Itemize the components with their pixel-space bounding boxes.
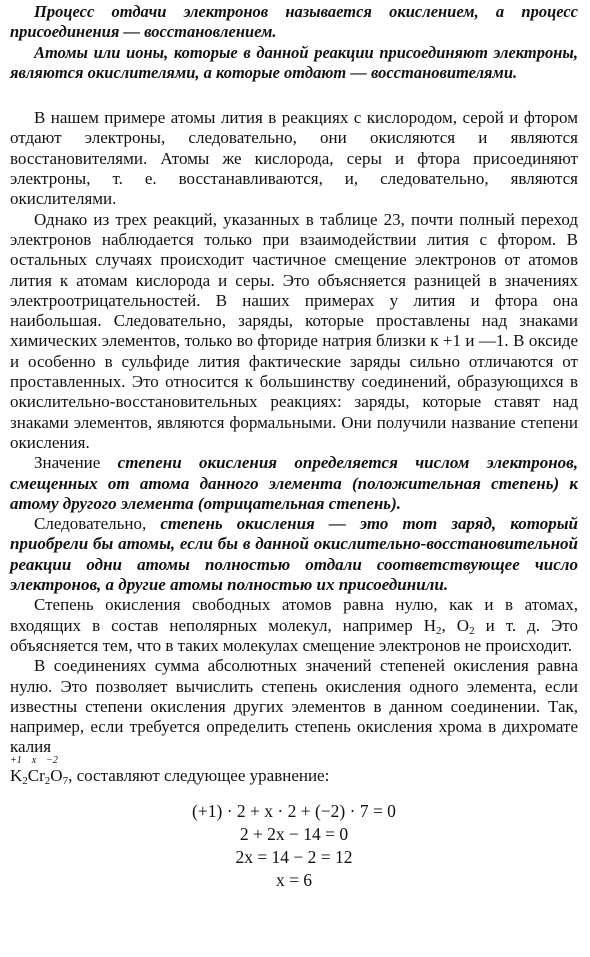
definition-oxidizer: Атомы или ионы, которые в данной реакции присоединяют электроны, являются окислителями, а которые отдают — восстановителями. <box>10 42 578 82</box>
formula-line: +1 x −2 $K_2Cr_2O_7$, составляют следующее уравнение: <box>10 754 330 787</box>
equation-line: x = 6 <box>275 869 313 890</box>
oxidation-states-row: +1 x −2 <box>10 754 58 766</box>
definition-oxidation: Процесс отдачи электронов называется окислением, а процесс присоединения — восстановлением. <box>10 2 578 42</box>
paragraph-electron-transfer: Однако из трех реакций, указанных в таблице 23, почти полный переход электронов наблюдается только при взаимодействии лития с фтором. В остальных случаях происходит частичное смещение электронов от атомов лития к атомам кислорода и серы. Это объясняется разницей в значениях электроотрицательностей. В наших примерах у лития и фтора она наибольшая. Следовательно, заряды, которые проставлены над знаками химических элементов, только во фториде натрия близки к +1 и —1. В оксиде и особенно в сульфиде лития фактические заряды сильно отличаются от проставленных. Это относится к большинству соединений, образующихся в окислительно-восстановительных реакциях: заряды, которые ставят над знаками элементов, являются формальными. Они получили название степени окисления. <box>10 209 578 452</box>
paragraph-oxidation-state-definition: Следовательно, степень окисления — это тот заряд, который приобрели бы атомы, если бы в данной окислительно-восстановительной реакции одни атомы полностью отдали соответствующее число электронов, а другие атомы полностью их присоединили. <box>10 514 578 595</box>
paragraph-free-atoms: Степень окисления свободных атомов равна нулю, как и в атомах, входящих в состав неполярных молекул, например $H_2$, $O_2$ и т. д. Это объясняется тем, что в таких молекулах смещение электронов не происходит. <box>10 595 579 655</box>
equation-line: (+1) · 2 + x · 2 + (−2) · 7 = 0 <box>192 800 396 821</box>
paragraph-sum-rule: В соединениях сумма абсолютных значений степеней окисления равна нулю. Это позволяет вычислить степень окисления одного элемента, если известны степени окисления других элементов в данном соединении. Так, например, если требуется определить степень окисления хрома в дихромате калия <box>10 656 578 757</box>
paragraph-oxidation-state-value: Значение степени окисления определяется числом электронов, смещенных от атома данного элемента (положительная степень) к атому другого элемента (отрицательная степень). <box>10 453 578 513</box>
equation-line: 2 + 2x − 14 = 0 <box>239 823 349 844</box>
equation-line: 2x = 14 − 2 = 12 <box>235 846 353 867</box>
potassium-dichromate-formula: +1 x −2 $K_2Cr_2O_7$ <box>10 754 69 787</box>
paragraph-lithium-example: В нашем примере атомы лития в реакциях с кислородом, серой и фтором отдают электроны, следовательно, они окисляются и являются восстановителями. Атомы же кислорода, серы и фтора присоединяют электроны, т. е. восстанавливаются, и, следовательно, являются окислителями. <box>10 108 578 209</box>
equation-block <box>10 800 578 892</box>
spacer <box>10 83 578 108</box>
